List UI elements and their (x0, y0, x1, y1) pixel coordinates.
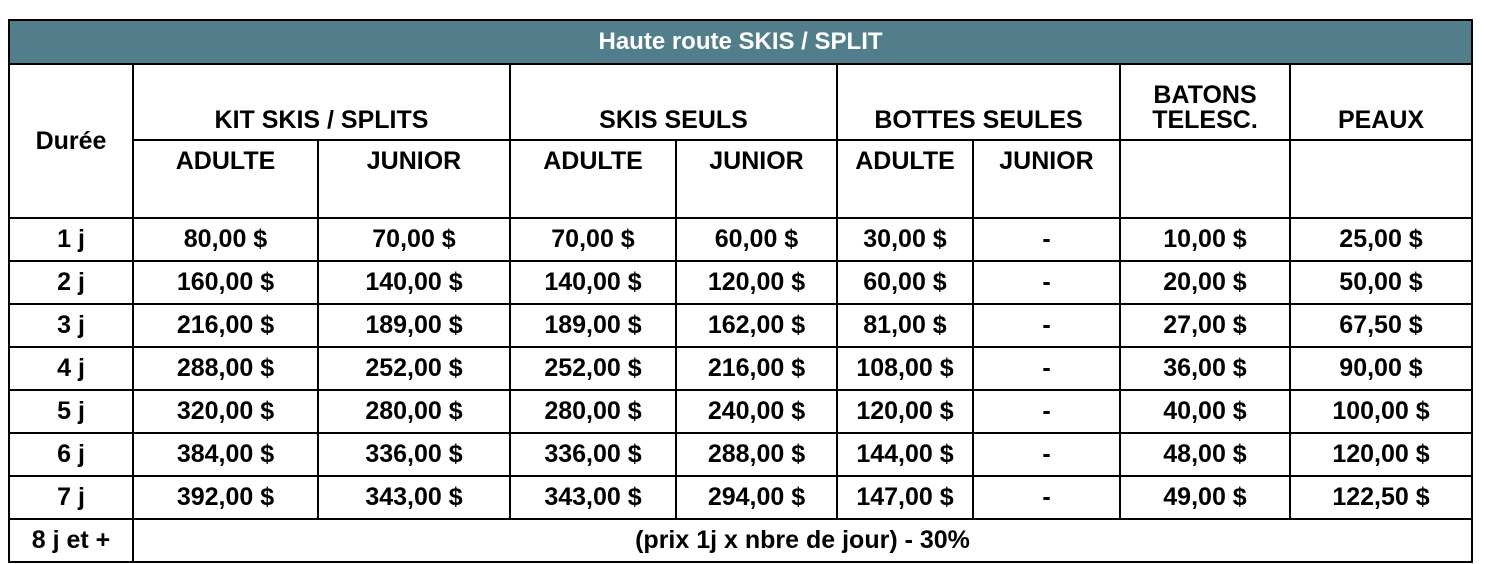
cell-duree: 5 j (9, 390, 133, 433)
header-kit-skis-splits: KIT SKIS / SPLITS (133, 64, 510, 140)
header-row-sub (9, 140, 1472, 218)
cell-duree: 7 j (9, 476, 133, 519)
table-row (9, 433, 1472, 476)
footer-note: (prix 1j x nbre de jour) - 30% (133, 519, 1472, 562)
cell-batons: 40,00 $ (1120, 390, 1290, 433)
cell-peaux: 120,00 $ (1290, 433, 1472, 476)
cell-skis-junior: 60,00 $ (676, 218, 837, 261)
title-row (9, 20, 1472, 64)
header-peaux-empty (1290, 140, 1472, 218)
cell-batons: 36,00 $ (1120, 347, 1290, 390)
cell-skis-junior: 120,00 $ (676, 261, 837, 304)
cell-bottes-junior: - (973, 347, 1120, 390)
header-skis-junior: JUNIOR (676, 140, 837, 218)
table-row (9, 304, 1472, 347)
header-row-groups (9, 64, 1472, 140)
cell-skis-junior: 240,00 $ (676, 390, 837, 433)
cell-duree: 4 j (9, 347, 133, 390)
header-bottes-adulte: ADULTE (837, 140, 973, 218)
price-table (8, 19, 1473, 563)
cell-kit-junior: 70,00 $ (318, 218, 510, 261)
cell-batons: 20,00 $ (1120, 261, 1290, 304)
cell-kit-junior: 140,00 $ (318, 261, 510, 304)
cell-skis-adulte: 252,00 $ (510, 347, 676, 390)
cell-kit-adulte: 160,00 $ (133, 261, 318, 304)
header-batons-empty (1120, 140, 1290, 218)
header-duree: Durée (9, 64, 133, 218)
footer-row (9, 519, 1472, 562)
cell-bottes-adulte: 120,00 $ (837, 390, 973, 433)
cell-duree: 2 j (9, 261, 133, 304)
header-kit-junior: JUNIOR (318, 140, 510, 218)
table-row (9, 261, 1472, 304)
cell-bottes-junior: - (973, 433, 1120, 476)
cell-bottes-adulte: 147,00 $ (837, 476, 973, 519)
cell-skis-junior: 294,00 $ (676, 476, 837, 519)
cell-skis-junior: 162,00 $ (676, 304, 837, 347)
cell-skis-adulte: 280,00 $ (510, 390, 676, 433)
cell-peaux: 50,00 $ (1290, 261, 1472, 304)
cell-peaux: 90,00 $ (1290, 347, 1472, 390)
cell-bottes-junior: - (973, 390, 1120, 433)
cell-bottes-adulte: 108,00 $ (837, 347, 973, 390)
table-row (9, 218, 1472, 261)
cell-batons: 27,00 $ (1120, 304, 1290, 347)
cell-bottes-junior: - (973, 304, 1120, 347)
cell-bottes-junior: - (973, 476, 1120, 519)
cell-bottes-adulte: 60,00 $ (837, 261, 973, 304)
cell-bottes-junior: - (973, 261, 1120, 304)
header-batons-telesc (1120, 64, 1290, 140)
cell-kit-junior: 189,00 $ (318, 304, 510, 347)
cell-batons: 48,00 $ (1120, 433, 1290, 476)
price-table-container (8, 19, 1471, 563)
cell-bottes-junior: - (973, 218, 1120, 261)
cell-skis-adulte: 70,00 $ (510, 218, 676, 261)
header-skis-seuls: SKIS SEULS (510, 64, 837, 140)
cell-duree: 1 j (9, 218, 133, 261)
cell-kit-junior: 343,00 $ (318, 476, 510, 519)
table-title: Haute route SKIS / SPLIT (9, 20, 1472, 64)
cell-peaux: 67,50 $ (1290, 304, 1472, 347)
cell-bottes-adulte: 81,00 $ (837, 304, 973, 347)
cell-batons: 49,00 $ (1120, 476, 1290, 519)
cell-kit-adulte: 80,00 $ (133, 218, 318, 261)
cell-kit-adulte: 392,00 $ (133, 476, 318, 519)
cell-peaux: 100,00 $ (1290, 390, 1472, 433)
header-kit-adulte: ADULTE (133, 140, 318, 218)
table-row (9, 347, 1472, 390)
cell-duree: 6 j (9, 433, 133, 476)
header-skis-adulte: ADULTE (510, 140, 676, 218)
table-row (9, 476, 1472, 519)
cell-kit-adulte: 320,00 $ (133, 390, 318, 433)
cell-skis-adulte: 343,00 $ (510, 476, 676, 519)
cell-skis-adulte: 189,00 $ (510, 304, 676, 347)
table-row (9, 390, 1472, 433)
cell-skis-adulte: 140,00 $ (510, 261, 676, 304)
cell-peaux: 25,00 $ (1290, 218, 1472, 261)
header-peaux: PEAUX (1290, 64, 1472, 140)
cell-kit-adulte: 288,00 $ (133, 347, 318, 390)
cell-skis-junior: 216,00 $ (676, 347, 837, 390)
cell-kit-junior: 252,00 $ (318, 347, 510, 390)
cell-kit-adulte: 384,00 $ (133, 433, 318, 476)
header-bottes-junior: JUNIOR (973, 140, 1120, 218)
header-bottes-seules: BOTTES SEULES (837, 64, 1120, 140)
cell-bottes-adulte: 30,00 $ (837, 218, 973, 261)
cell-peaux: 122,50 $ (1290, 476, 1472, 519)
header-batons-line2: TELESC. (1152, 106, 1258, 134)
cell-bottes-adulte: 144,00 $ (837, 433, 973, 476)
footer-duree: 8 j et + (9, 519, 133, 562)
cell-kit-junior: 336,00 $ (318, 433, 510, 476)
cell-skis-junior: 288,00 $ (676, 433, 837, 476)
cell-batons: 10,00 $ (1120, 218, 1290, 261)
header-batons-line1: BATONS (1153, 81, 1257, 109)
cell-duree: 3 j (9, 304, 133, 347)
cell-skis-adulte: 336,00 $ (510, 433, 676, 476)
cell-kit-junior: 280,00 $ (318, 390, 510, 433)
cell-kit-adulte: 216,00 $ (133, 304, 318, 347)
